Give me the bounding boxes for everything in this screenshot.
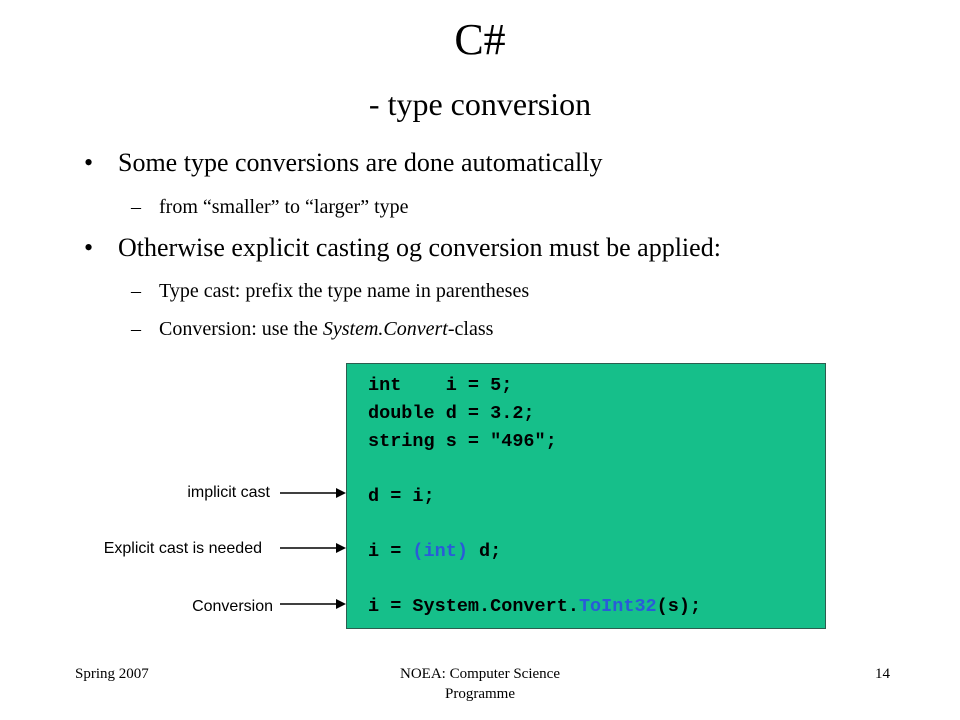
bullet-1-text: Some type conversions are done automatically [118, 148, 603, 177]
dash-icon: – [131, 196, 141, 218]
code-box [346, 363, 826, 629]
arrow-conversion-icon [280, 597, 346, 611]
sub-bullet-2-2-italic: System.Convert [322, 318, 448, 340]
bullet-2-text: Otherwise explicit casting og conversion must be applied: [118, 233, 721, 262]
sub-bullet-2-2-suffix: -class [447, 318, 494, 340]
page-number: 14 [875, 666, 890, 682]
code-line-5-cast: (int) [412, 541, 468, 562]
code-line-6-c: (s); [656, 596, 702, 617]
footer-organization-line-2: Programme [445, 686, 515, 702]
sub-bullet-2-1-text: Type cast: prefix the type name in parentheses [159, 280, 530, 302]
label-explicit-cast: Explicit cast is needed [103, 540, 262, 557]
arrow-explicit-icon [280, 541, 346, 555]
code-line-6-method: ToInt32 [578, 596, 657, 617]
code-line-3: string s = "496"; [368, 431, 557, 452]
code-line-5 [368, 540, 501, 564]
code-line-5-c: d; [467, 541, 502, 562]
dash-icon: – [131, 318, 141, 340]
bullet-1 [84, 146, 602, 180]
slide-title: C# [454, 15, 506, 64]
bullet-icon: • [84, 148, 94, 177]
sub-bullet-2-2 [131, 315, 493, 343]
label-conversion: Conversion [192, 598, 273, 615]
code-line-1: int i = 5; [368, 375, 513, 396]
code-line-6-a: i = System.Convert. [368, 596, 579, 617]
dash-icon: – [131, 280, 141, 302]
sub-bullet-1-1-text: from “smaller” to “larger” type [159, 196, 409, 218]
code-line-6 [368, 595, 701, 619]
footer-organization [330, 664, 630, 704]
code-line-5-a: i = [368, 541, 413, 562]
code-line-2: double d = 3.2; [368, 403, 535, 424]
sub-bullet-2-1 [131, 277, 529, 305]
footer-date: Spring 2007 [75, 666, 149, 682]
bullet-2 [84, 231, 721, 265]
label-implicit-cast: implicit cast [187, 484, 270, 501]
sub-bullet-1-1 [131, 193, 409, 221]
code-line-4: d = i; [368, 486, 435, 507]
slide-subtitle: - type conversion [368, 86, 592, 122]
footer-organization-line-1: NOEA: Computer Science [400, 666, 560, 682]
bullet-icon: • [84, 233, 94, 262]
sub-bullet-2-2-prefix: Conversion: use the [159, 318, 323, 340]
arrow-implicit-icon [280, 486, 346, 500]
